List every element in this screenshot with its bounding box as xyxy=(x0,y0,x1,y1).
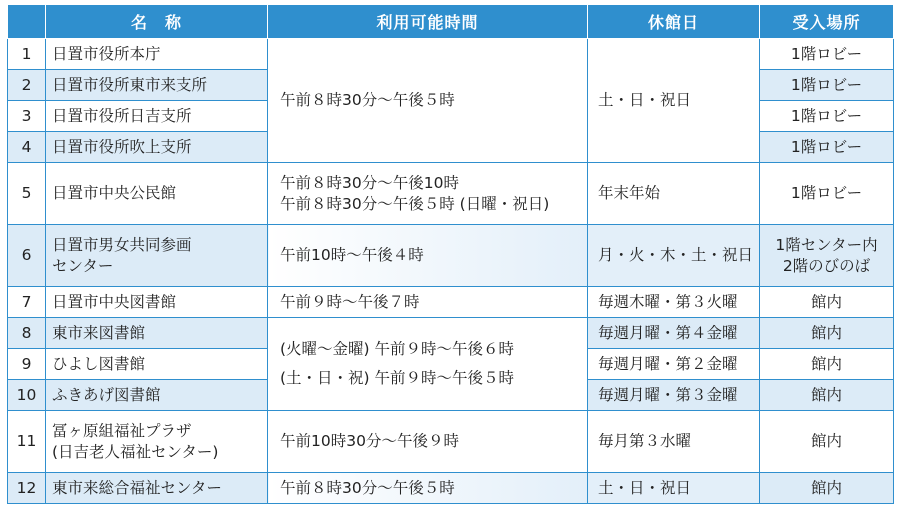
reception-place: 館内 xyxy=(760,411,894,473)
reception-place: 館内 xyxy=(760,473,894,504)
row-number: 10 xyxy=(8,380,46,411)
name-line: 冨ヶ原組福祉プラザ xyxy=(52,421,192,440)
facility-name xyxy=(46,225,268,287)
facility-name: 東市来図書館 xyxy=(46,318,268,349)
header-place: 受入場所 xyxy=(760,5,894,39)
row-number: 7 xyxy=(8,287,46,318)
reception-place: 館内 xyxy=(760,287,894,318)
row-number: 11 xyxy=(8,411,46,473)
closed-days: 毎週月曜・第３金曜 xyxy=(588,380,760,411)
available-time: 午前10時30分～午後９時 xyxy=(268,411,588,473)
facility-table-wrapper xyxy=(7,4,893,504)
reception-place: 1階ロビー xyxy=(760,101,894,132)
header-no xyxy=(8,5,46,39)
facility-name: 日置市中央公民館 xyxy=(46,163,268,225)
closed-days: 土・日・祝日 xyxy=(588,473,760,504)
time-line: 午前８時30分～午後５時 (日曜・祝日) xyxy=(280,194,550,213)
facility-name: 日置市中央図書館 xyxy=(46,287,268,318)
time-line: (火曜～金曜) 午前９時～午後６時 xyxy=(280,340,515,358)
row-number: 12 xyxy=(8,473,46,504)
row-number: 1 xyxy=(8,39,46,70)
available-time: 午前９時～午後７時 xyxy=(268,287,588,318)
closed-days: 毎週木曜・第３火曜 xyxy=(588,287,760,318)
closed-days: 毎週月曜・第４金曜 xyxy=(588,318,760,349)
reception-place: 1階ロビー xyxy=(760,132,894,163)
table-row xyxy=(8,318,894,349)
facility-name: ひよし図書館 xyxy=(46,349,268,380)
name-line: センター xyxy=(52,256,114,275)
reception-place: 1階ロビー xyxy=(760,70,894,101)
header-row xyxy=(8,5,894,39)
reception-place: 館内 xyxy=(760,318,894,349)
reception-place: 館内 xyxy=(760,349,894,380)
header-name: 名 称 xyxy=(46,5,268,39)
place-line: 2階のびのば xyxy=(782,256,871,275)
table-row xyxy=(8,411,894,473)
available-time xyxy=(268,163,588,225)
header-closed: 休館日 xyxy=(588,5,760,39)
time-line: (土・日・祝) 午前９時～午後５時 xyxy=(280,369,515,387)
table-row xyxy=(8,163,894,225)
closed-days: 月・火・木・土・祝日 xyxy=(588,225,760,287)
table-row xyxy=(8,225,894,287)
available-time: 午前10時～午後４時 xyxy=(268,225,588,287)
facility-name: 日置市役所東市来支所 xyxy=(46,70,268,101)
table-row xyxy=(8,39,894,70)
row-number: 2 xyxy=(8,70,46,101)
facility-name: 日置市役所本庁 xyxy=(46,39,268,70)
closed-days: 毎週月曜・第２金曜 xyxy=(588,349,760,380)
table-row xyxy=(8,473,894,504)
row-number: 5 xyxy=(8,163,46,225)
place-line: 1階センター内 xyxy=(775,235,878,254)
closed-days: 年末年始 xyxy=(588,163,760,225)
name-line: 日置市男女共同参画 xyxy=(52,235,192,254)
reception-place: 館内 xyxy=(760,380,894,411)
row-number: 4 xyxy=(8,132,46,163)
table-row xyxy=(8,287,894,318)
reception-place: 1階ロビー xyxy=(760,39,894,70)
facility-name: ふきあげ図書館 xyxy=(46,380,268,411)
closed-days: 土・日・祝日 xyxy=(588,39,760,163)
row-number: 9 xyxy=(8,349,46,380)
row-number: 3 xyxy=(8,101,46,132)
facility-name: 日置市役所吹上支所 xyxy=(46,132,268,163)
row-number: 6 xyxy=(8,225,46,287)
name-line: (日吉老人福祉センター) xyxy=(52,442,219,461)
facility-name: 東市来総合福祉センター xyxy=(46,473,268,504)
reception-place: 1階ロビー xyxy=(760,163,894,225)
available-time: 午前８時30分～午後５時 xyxy=(268,473,588,504)
available-time xyxy=(268,318,588,411)
facility-table xyxy=(7,4,894,504)
facility-name: 日置市役所日吉支所 xyxy=(46,101,268,132)
row-number: 8 xyxy=(8,318,46,349)
available-time: 午前８時30分～午後５時 xyxy=(268,39,588,163)
reception-place xyxy=(760,225,894,287)
closed-days: 毎月第３水曜 xyxy=(588,411,760,473)
facility-name xyxy=(46,411,268,473)
header-time: 利用可能時間 xyxy=(268,5,588,39)
time-line: 午前８時30分～午後10時 xyxy=(280,173,459,192)
